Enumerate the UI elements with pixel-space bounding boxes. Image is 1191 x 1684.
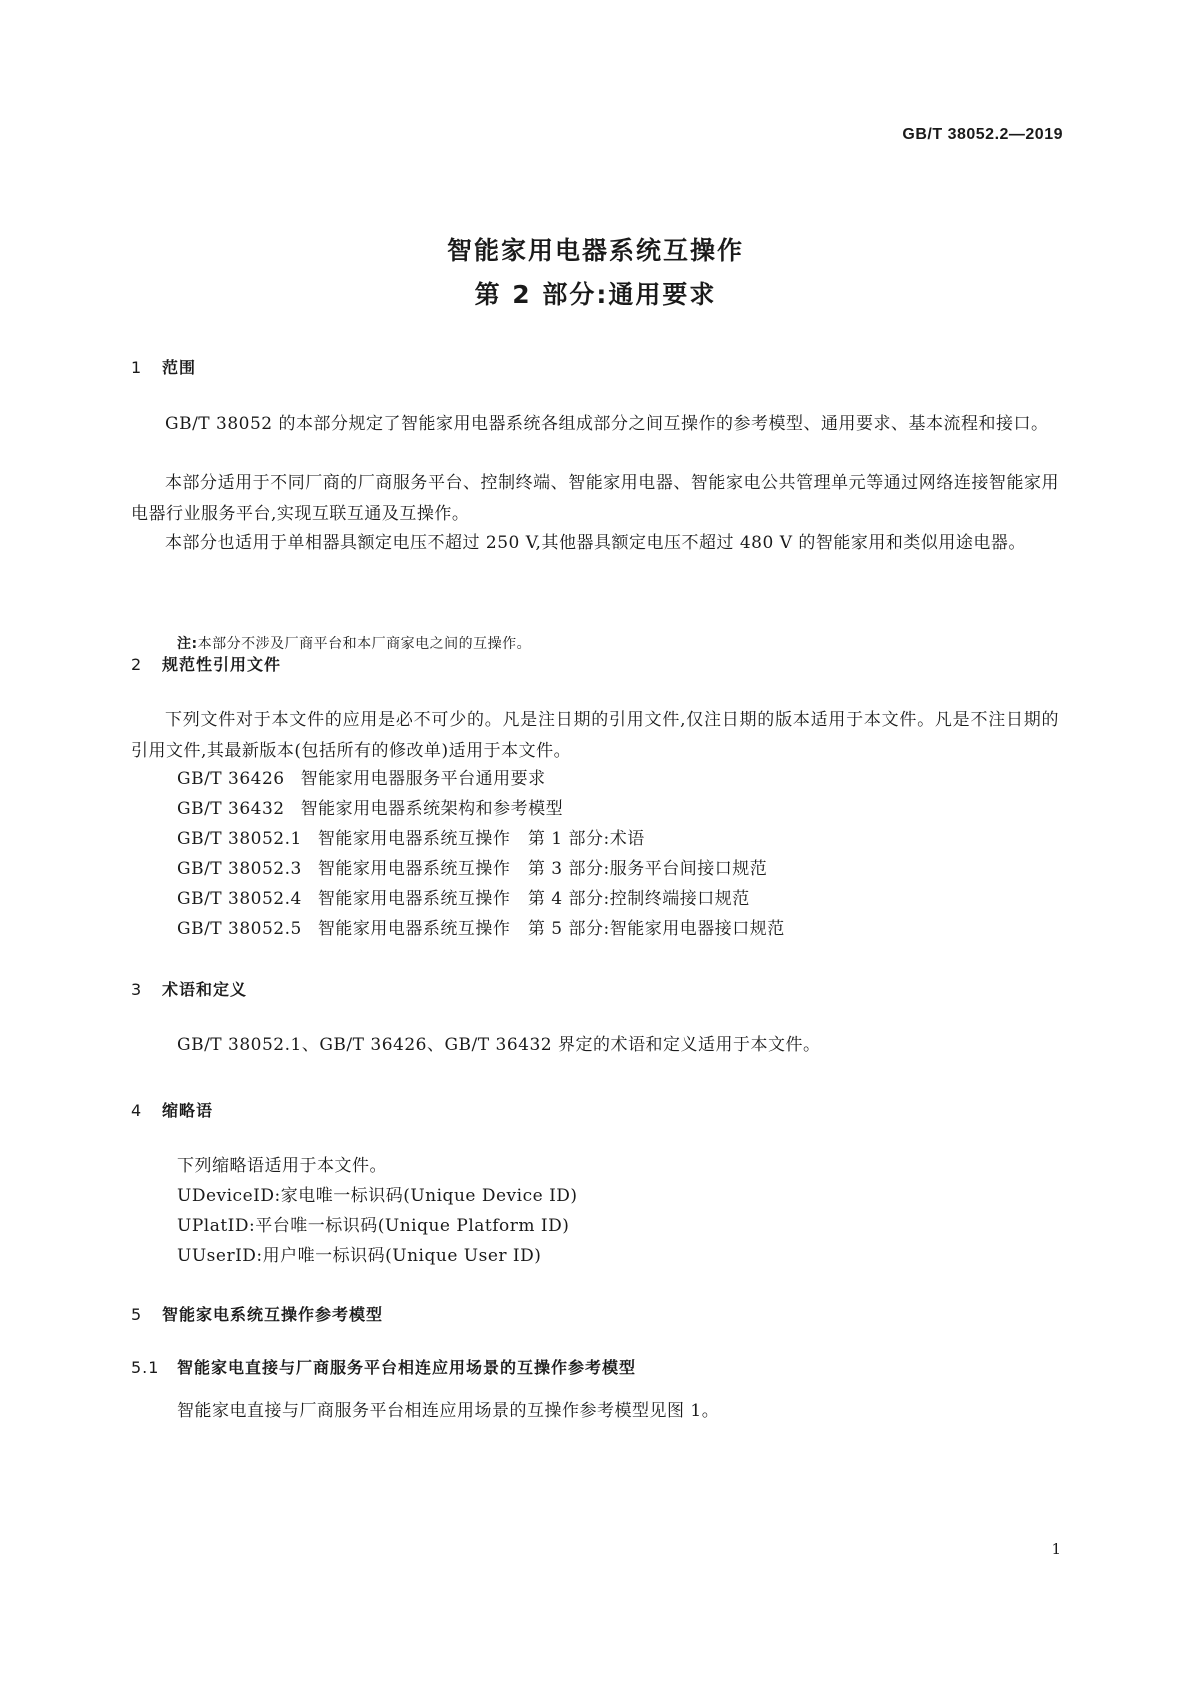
reference-title: 智能家用电器系统互操作 第 4 部分:控制终端接口规范 [317,889,750,909]
section-number: 3 [131,980,143,999]
reference-code: GB/T 38052.5 [177,919,302,939]
reference-title: 智能家用电器系统互操作 第 5 部分:智能家用电器接口规范 [317,919,785,939]
section-1-note [177,633,531,653]
section-1-paragraph-1: GB/T 38052 的本部分规定了智能家用电器系统各组成部分之间互操作的参考模型、通用要求、基本流程和接口。 [165,414,1049,434]
abbreviation-item: UDeviceID:家电唯一标识码(Unique Device ID) [177,1186,578,1206]
section-3-paragraph-1: GB/T 38052.1、GB/T 36426、GB/T 36432 界定的术语和定义适用于本文件。 [177,1035,821,1055]
reference-item [177,764,546,795]
section-title: 规范性引用文件 [162,655,282,674]
reference-title: 智能家用电器系统架构和参考模型 [300,799,564,819]
section-number: 5 [131,1305,143,1324]
reference-item [177,884,750,915]
reference-code: GB/T 38052.4 [177,889,302,909]
reference-title: 智能家用电器系统互操作 第 3 部分:服务平台间接口规范 [317,859,768,879]
section-title: 术语和定义 [162,980,248,999]
reference-title: 智能家用电器系统互操作 第 1 部分:术语 [317,829,645,849]
section-title: 智能家电系统互操作参考模型 [162,1305,384,1324]
abbreviation-item: UPlatID:平台唯一标识码(Unique Platform ID) [177,1216,570,1236]
reference-item [177,914,785,945]
document-subtitle: 第 2 部分:通用要求 [474,280,717,309]
section-5-1-heading [131,1355,636,1378]
section-number: 4 [131,1101,143,1120]
section-4-intro: 下列缩略语适用于本文件。 [177,1156,387,1176]
section-4-heading [131,1098,213,1121]
section-number: 2 [131,655,143,674]
reference-title: 智能家用电器服务平台通用要求 [300,769,546,789]
reference-item [177,824,645,855]
section-1-heading [131,355,196,378]
section-number: 1 [131,358,143,377]
reference-code: GB/T 38052.1 [177,829,302,849]
standard-number: GB/T 38052.2—2019 [902,126,1063,143]
reference-code: GB/T 36426 [177,769,285,789]
section-number: 5.1 [131,1358,160,1377]
section-5-heading [131,1302,383,1325]
reference-item [177,854,767,885]
section-5-1-paragraph-1: 智能家电直接与厂商服务平台相连应用场景的互操作参考模型见图 1。 [177,1401,720,1421]
reference-code: GB/T 38052.3 [177,859,302,879]
section-1-paragraph-2: 本部分适用于不同厂商的厂商服务平台、控制终端、智能家用电器、智能家电公共管理单元等通过网络连接智能家用电器行业服务平台,实现互联互通及互操作。 [131,473,1059,524]
section-2-heading [131,652,281,675]
abbreviation-item: UUserID:用户唯一标识码(Unique User ID) [177,1246,542,1266]
note-label: 注: [177,636,198,652]
section-2-paragraph-1: 下列文件对于本文件的应用是必不可少的。凡是注日期的引用文件,仅注日期的版本适用于本文件。凡是不注日期的引用文件,其最新版本(包括所有的修改单)适用于本文件。 [131,710,1059,761]
section-title: 缩略语 [162,1101,214,1120]
reference-code: GB/T 36432 [177,799,285,819]
note-text: 本部分不涉及厂商平台和本厂商家电之间的互操作。 [197,636,532,652]
page-number: 1 [1051,1540,1061,1558]
section-1-paragraph-3: 本部分也适用于单相器具额定电压不超过 250 V,其他器具额定电压不超过 480 V 的智能家用和类似用途电器。 [165,533,1026,553]
section-title: 智能家电直接与厂商服务平台相连应用场景的互操作参考模型 [177,1358,637,1377]
section-title: 范围 [162,358,197,377]
section-3-heading [131,977,247,1000]
reference-item [177,794,563,825]
document-title: 智能家用电器系统互操作 [446,236,744,265]
